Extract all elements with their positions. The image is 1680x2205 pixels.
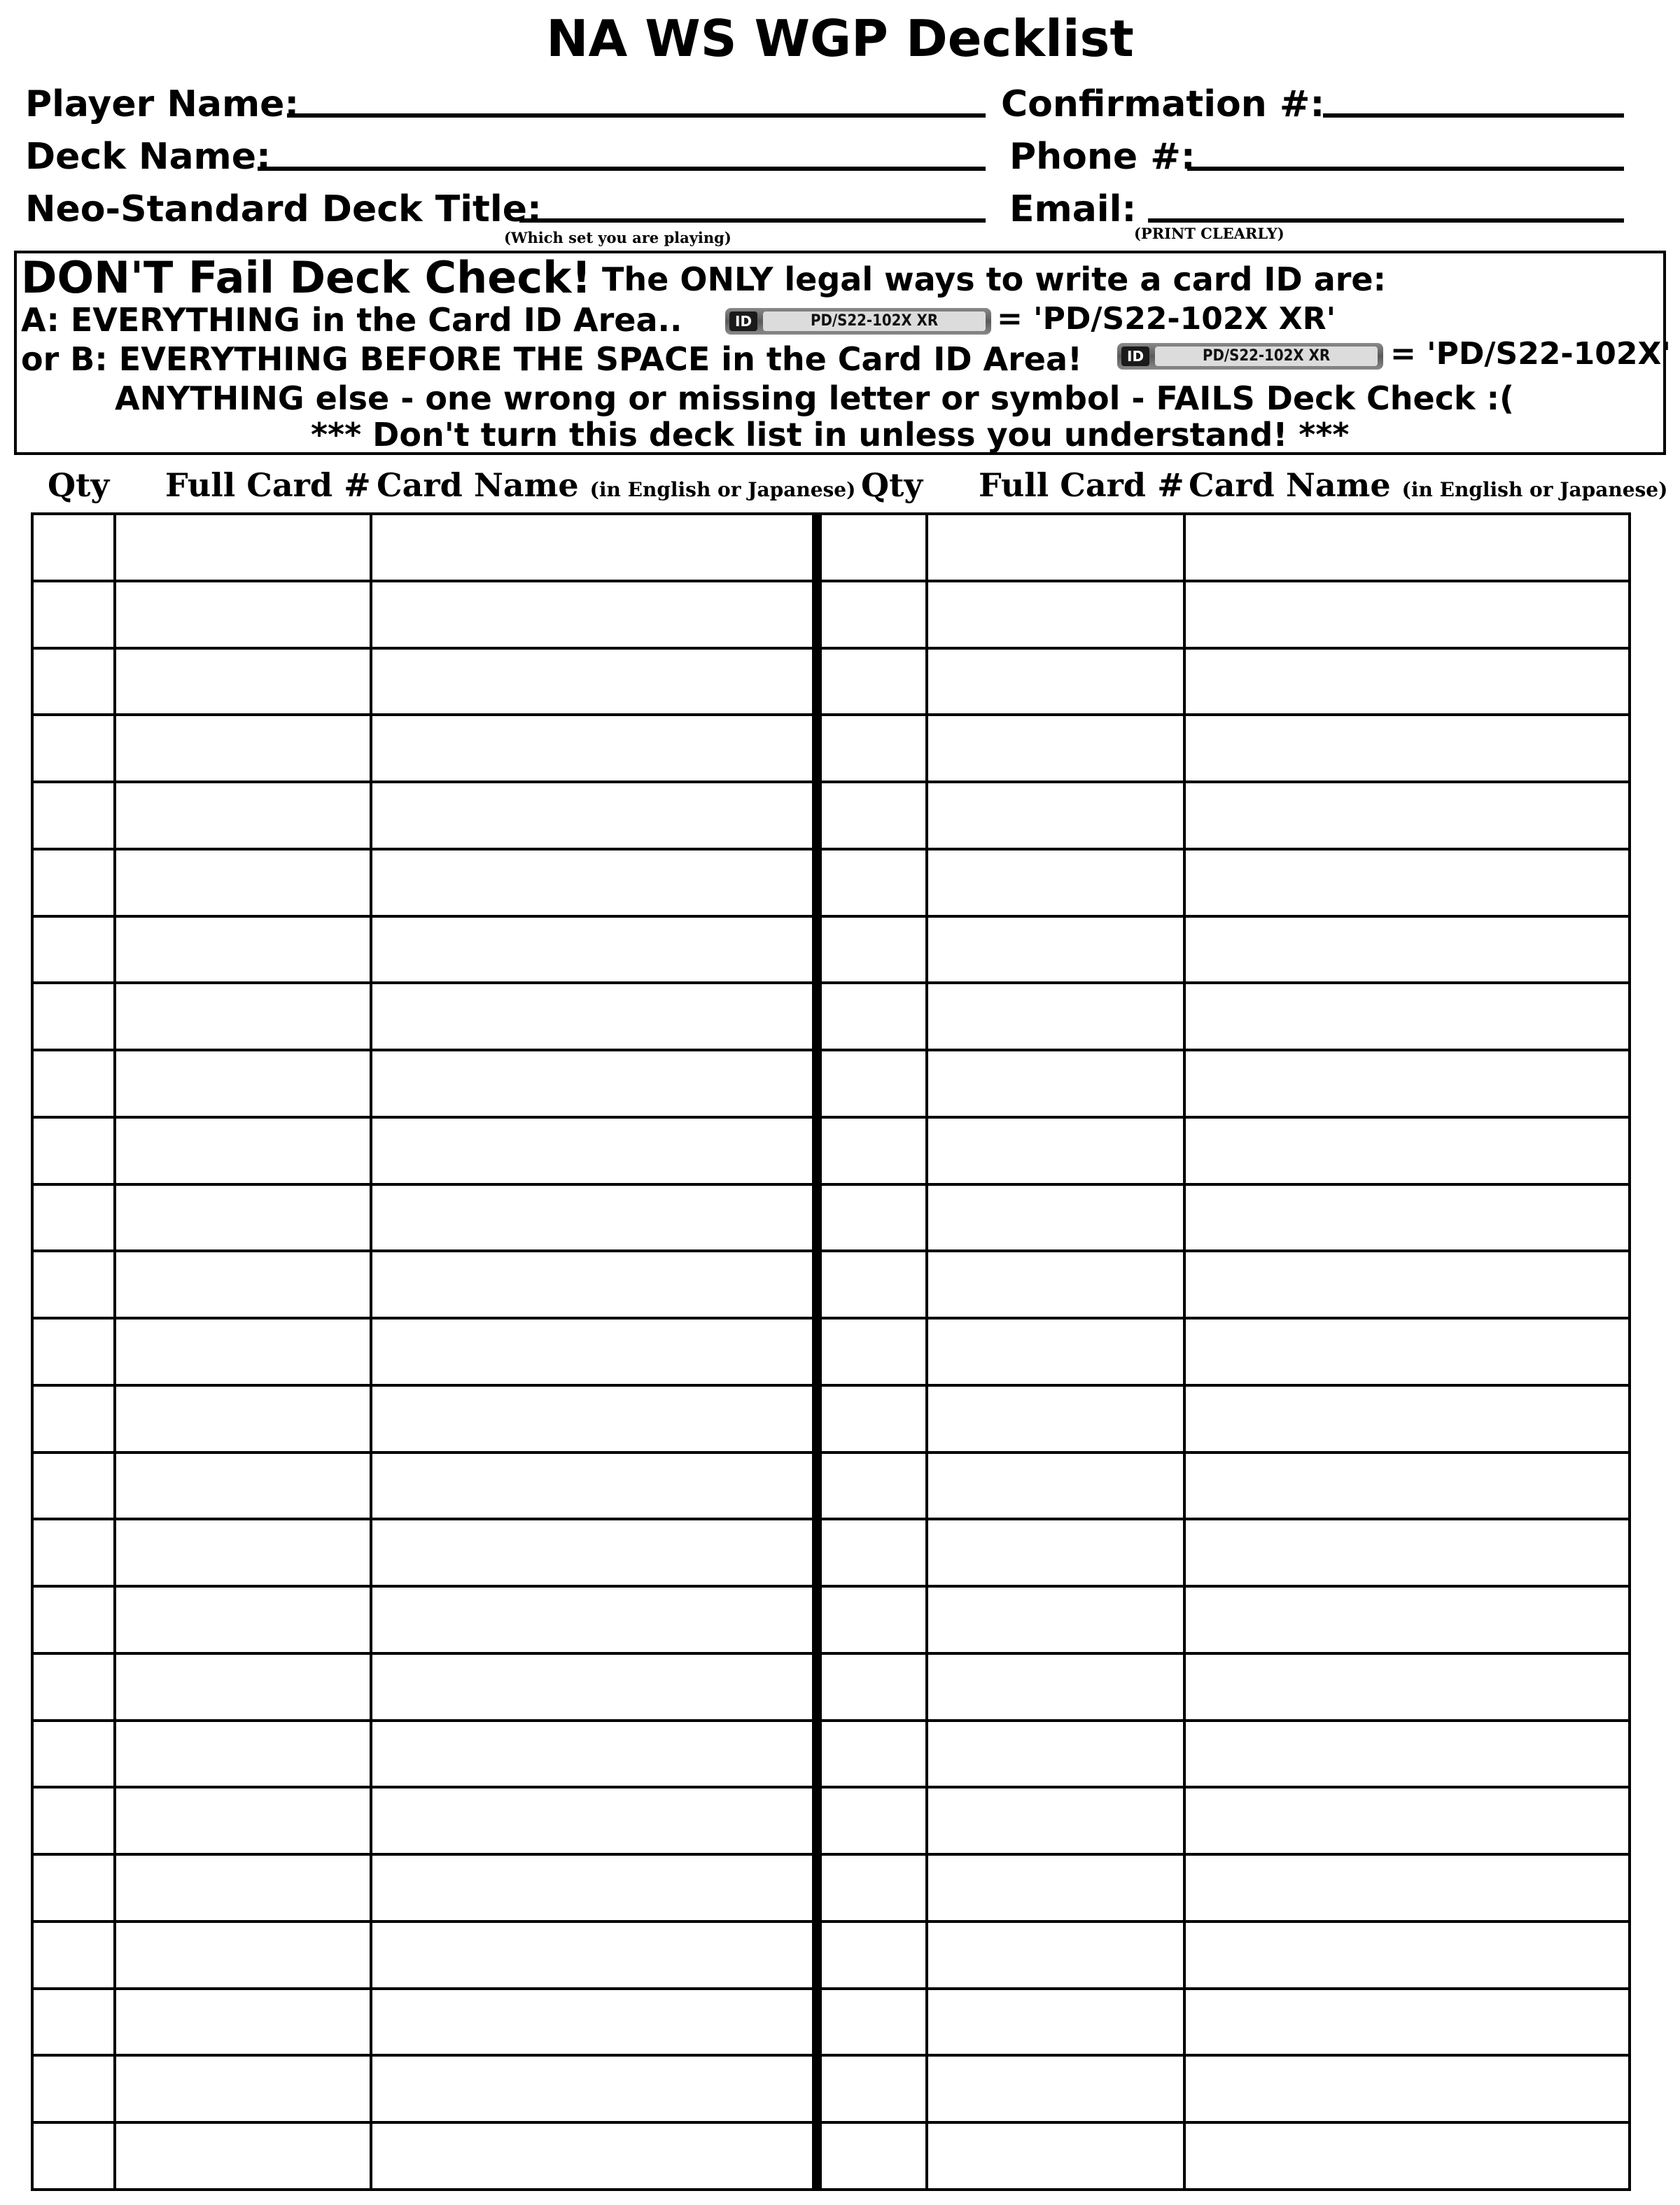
right-qty-cell[interactable] <box>825 716 925 780</box>
left-qty-cell[interactable] <box>34 918 113 982</box>
right-qty-cell[interactable] <box>825 1320 925 1384</box>
left-card-name-cell[interactable] <box>372 1520 812 1585</box>
left-card-name-cell[interactable] <box>372 1923 812 1987</box>
card-id-example-a <box>725 308 991 335</box>
col-card-name-right <box>1189 465 1667 510</box>
col-qty-left: Qty <box>48 466 110 504</box>
neo-standard-title-field[interactable] <box>519 218 986 223</box>
right-full-card-cell[interactable] <box>928 918 1183 982</box>
right-full-card-cell[interactable] <box>928 1788 1183 1853</box>
confirmation-field[interactable] <box>1323 113 1624 118</box>
center-divider <box>812 512 822 2191</box>
left-full-card-cell[interactable] <box>116 850 370 915</box>
left-full-card-cell[interactable] <box>116 1320 370 1384</box>
left-card-name-cell[interactable] <box>372 1856 812 1920</box>
decklist-table <box>31 512 1631 2191</box>
right-card-name-cell[interactable] <box>1186 783 1628 848</box>
right-full-card-cell[interactable] <box>928 1454 1183 1518</box>
right-card-name-cell[interactable] <box>1186 1320 1628 1384</box>
left-full-card-cell[interactable] <box>116 1387 370 1451</box>
right-full-card-cell[interactable] <box>928 1588 1183 1652</box>
left-qty-cell[interactable] <box>34 582 113 647</box>
right-card-name-cell[interactable] <box>1186 1990 1628 2054</box>
right-card-name-cell[interactable] <box>1186 850 1628 915</box>
right-qty-cell[interactable] <box>825 582 925 647</box>
left-qty-cell[interactable] <box>34 1990 113 2054</box>
player-name-label: Player Name: <box>25 83 300 125</box>
left-card-name-cell[interactable] <box>372 1655 812 1719</box>
left-full-card-cell[interactable] <box>116 1520 370 1585</box>
left-card-name-cell[interactable] <box>372 984 812 1049</box>
left-full-card-cell[interactable] <box>116 918 370 982</box>
left-card-name-cell[interactable] <box>372 1788 812 1853</box>
right-full-card-cell[interactable] <box>928 1923 1183 1987</box>
left-card-name-cell[interactable] <box>372 1454 812 1518</box>
right-full-card-cell[interactable] <box>928 2057 1183 2121</box>
col-card-name-note: (in English or Japanese) <box>589 478 856 501</box>
left-card-name-cell[interactable] <box>372 1990 812 2054</box>
deck-check-notice <box>14 251 1671 455</box>
notice-option-a-result: = 'PD/S22-102X XR' <box>997 301 1336 337</box>
left-qty-cell[interactable] <box>34 1588 113 1652</box>
right-qty-cell[interactable] <box>825 783 925 848</box>
right-card-name-cell[interactable] <box>1186 582 1628 647</box>
left-card-name-cell[interactable] <box>372 1588 812 1652</box>
row-divider <box>31 2188 1631 2191</box>
left-full-card-cell[interactable] <box>116 716 370 780</box>
right-qty-cell[interactable] <box>825 1387 925 1451</box>
left-qty-cell[interactable] <box>34 2124 113 2188</box>
right-qty-cell[interactable] <box>825 1722 925 1786</box>
right-full-card-cell[interactable] <box>928 716 1183 780</box>
right-full-card-cell[interactable] <box>928 783 1183 848</box>
right-card-name-cell[interactable] <box>1186 1722 1628 1786</box>
left-qty-cell[interactable] <box>34 1051 113 1116</box>
right-card-name-cell[interactable] <box>1186 1788 1628 1853</box>
right-full-card-cell[interactable] <box>928 582 1183 647</box>
right-card-name-cell[interactable] <box>1186 918 1628 982</box>
right-card-name-cell[interactable] <box>1186 1186 1628 1250</box>
right-full-card-cell[interactable] <box>928 1990 1183 2054</box>
right-card-name-cell[interactable] <box>1186 716 1628 780</box>
left-full-card-cell[interactable] <box>116 1856 370 1920</box>
col-card-name-text: Card Name <box>1189 466 1391 504</box>
right-qty-cell[interactable] <box>825 1051 925 1116</box>
confirmation-label: Confirmation #: <box>1001 83 1325 125</box>
left-card-name-cell[interactable] <box>372 515 812 580</box>
right-full-card-cell[interactable] <box>928 1119 1183 1183</box>
right-qty-cell[interactable] <box>825 1186 925 1250</box>
left-card-name-cell[interactable] <box>372 1722 812 1786</box>
id-code-sample: PD/S22-102X XR <box>1155 346 1378 366</box>
left-qty-cell[interactable] <box>34 1320 113 1384</box>
id-tag-icon: ID <box>1121 346 1149 366</box>
notice-warning: ANYTHING else - one wrong or missing letter or symbol - FAILS Deck Check :( <box>115 379 1515 417</box>
left-qty-cell[interactable] <box>34 850 113 915</box>
right-card-name-cell[interactable] <box>1186 650 1628 714</box>
player-name-field[interactable] <box>287 113 986 118</box>
left-full-card-cell[interactable] <box>116 582 370 647</box>
left-card-name-cell[interactable] <box>372 1186 812 1250</box>
neo-standard-note: (Which set you are playing) <box>504 229 732 246</box>
left-full-card-cell[interactable] <box>116 2057 370 2121</box>
right-full-card-cell[interactable] <box>928 1051 1183 1116</box>
left-full-card-cell[interactable] <box>116 1454 370 1518</box>
notice-option-b: or B: EVERYTHING BEFORE THE SPACE in the Card ID Area! <box>21 340 1083 378</box>
notice-intro: The ONLY legal ways to write a card ID are: <box>602 260 1387 298</box>
right-qty-cell[interactable] <box>825 1119 925 1183</box>
right-qty-cell[interactable] <box>825 1655 925 1719</box>
left-card-name-cell[interactable] <box>372 1119 812 1183</box>
right-qty-cell[interactable] <box>825 650 925 714</box>
left-card-name-cell[interactable] <box>372 2124 812 2188</box>
left-card-name-cell[interactable] <box>372 582 812 647</box>
right-full-card-cell[interactable] <box>928 1387 1183 1451</box>
right-full-card-cell[interactable] <box>928 1520 1183 1585</box>
left-full-card-cell[interactable] <box>116 1923 370 1987</box>
left-full-card-cell[interactable] <box>116 1588 370 1652</box>
email-label: Email: <box>1009 188 1137 230</box>
left-card-name-cell[interactable] <box>372 1320 812 1384</box>
right-card-name-cell[interactable] <box>1186 1588 1628 1652</box>
left-card-name-cell[interactable] <box>372 2057 812 2121</box>
id-tag-icon: ID <box>729 312 757 331</box>
right-card-name-cell[interactable] <box>1186 1454 1628 1518</box>
right-qty-cell[interactable] <box>825 1520 925 1585</box>
left-full-card-cell[interactable] <box>116 1252 370 1317</box>
left-card-name-cell[interactable] <box>372 716 812 780</box>
left-qty-cell[interactable] <box>34 1454 113 1518</box>
left-full-card-cell[interactable] <box>116 650 370 714</box>
column-divider <box>1628 512 1631 2191</box>
left-qty-cell[interactable] <box>34 2057 113 2121</box>
id-code-sample: PD/S22-102X XR <box>763 312 986 331</box>
right-qty-cell[interactable] <box>825 1923 925 1987</box>
deck-name-label: Deck Name: <box>25 136 271 178</box>
right-full-card-cell[interactable] <box>928 650 1183 714</box>
left-qty-cell[interactable] <box>34 1856 113 1920</box>
left-card-name-cell[interactable] <box>372 918 812 982</box>
right-full-card-cell[interactable] <box>928 2124 1183 2188</box>
left-full-card-cell[interactable] <box>116 783 370 848</box>
right-card-name-cell[interactable] <box>1186 984 1628 1049</box>
left-full-card-cell[interactable] <box>116 1051 370 1116</box>
left-card-name-cell[interactable] <box>372 1051 812 1116</box>
col-qty-right: Qty <box>861 466 923 504</box>
right-full-card-cell[interactable] <box>928 1722 1183 1786</box>
right-full-card-cell[interactable] <box>928 1186 1183 1250</box>
left-qty-cell[interactable] <box>34 716 113 780</box>
col-card-name-note: (in English or Japanese) <box>1401 478 1668 501</box>
left-qty-cell[interactable] <box>34 783 113 848</box>
right-card-name-cell[interactable] <box>1186 1856 1628 1920</box>
right-qty-cell[interactable] <box>825 1990 925 2054</box>
left-qty-cell[interactable] <box>34 1788 113 1853</box>
left-qty-cell[interactable] <box>34 650 113 714</box>
left-full-card-cell[interactable] <box>116 1186 370 1250</box>
left-full-card-cell[interactable] <box>116 984 370 1049</box>
left-card-name-cell[interactable] <box>372 1252 812 1317</box>
right-card-name-cell[interactable] <box>1186 1051 1628 1116</box>
right-full-card-cell[interactable] <box>928 984 1183 1049</box>
right-qty-cell[interactable] <box>825 1588 925 1652</box>
right-qty-cell[interactable] <box>825 1252 925 1317</box>
left-qty-cell[interactable] <box>34 1722 113 1786</box>
left-card-name-cell[interactable] <box>372 850 812 915</box>
left-qty-cell[interactable] <box>34 984 113 1049</box>
left-card-name-cell[interactable] <box>372 1387 812 1451</box>
right-full-card-cell[interactable] <box>928 1856 1183 1920</box>
deck-name-field[interactable] <box>258 167 986 171</box>
left-qty-cell[interactable] <box>34 1520 113 1585</box>
right-qty-cell[interactable] <box>825 2124 925 2188</box>
left-full-card-cell[interactable] <box>116 1655 370 1719</box>
right-qty-cell[interactable] <box>825 1454 925 1518</box>
notice-headline: DON'T Fail Deck Check! <box>21 252 592 303</box>
col-card-name-text: Card Name <box>377 466 579 504</box>
left-qty-cell[interactable] <box>34 515 113 580</box>
right-full-card-cell[interactable] <box>928 850 1183 915</box>
left-qty-cell[interactable] <box>34 1252 113 1317</box>
right-card-name-cell[interactable] <box>1186 2124 1628 2188</box>
left-qty-cell[interactable] <box>34 1923 113 1987</box>
right-qty-cell[interactable] <box>825 2057 925 2121</box>
page-title: NA WS WGP Decklist <box>546 9 1134 68</box>
right-full-card-cell[interactable] <box>928 1252 1183 1317</box>
left-full-card-cell[interactable] <box>116 515 370 580</box>
left-full-card-cell[interactable] <box>116 1990 370 2054</box>
notice-option-b-result: = 'PD/S22-102X' <box>1390 336 1671 372</box>
left-qty-cell[interactable] <box>34 1655 113 1719</box>
notice-option-a: A: EVERYTHING in the Card ID Area.. <box>21 301 682 339</box>
right-card-name-cell[interactable] <box>1186 1520 1628 1585</box>
left-qty-cell[interactable] <box>34 1387 113 1451</box>
left-full-card-cell[interactable] <box>116 1119 370 1183</box>
left-full-card-cell[interactable] <box>116 1788 370 1853</box>
left-card-name-cell[interactable] <box>372 650 812 714</box>
right-qty-cell[interactable] <box>825 984 925 1049</box>
neo-standard-title-label: Neo-Standard Deck Title: <box>25 188 542 230</box>
right-qty-cell[interactable] <box>825 515 925 580</box>
left-full-card-cell[interactable] <box>116 1722 370 1786</box>
left-full-card-cell[interactable] <box>116 2124 370 2188</box>
right-full-card-cell[interactable] <box>928 1320 1183 1384</box>
right-qty-cell[interactable] <box>825 1788 925 1853</box>
right-full-card-cell[interactable] <box>928 515 1183 580</box>
notice-footer: *** Don't turn this deck list in unless you understand! *** <box>311 416 1350 454</box>
right-qty-cell[interactable] <box>825 918 925 982</box>
right-card-name-cell[interactable] <box>1186 1252 1628 1317</box>
col-full-card-left: Full Card # <box>165 466 371 504</box>
right-card-name-cell[interactable] <box>1186 1923 1628 1987</box>
left-qty-cell[interactable] <box>34 1119 113 1183</box>
email-field[interactable] <box>1148 218 1624 223</box>
right-qty-cell[interactable] <box>825 1856 925 1920</box>
phone-label: Phone #: <box>1009 136 1196 178</box>
left-qty-cell[interactable] <box>34 1186 113 1250</box>
col-card-name-left <box>377 465 855 510</box>
right-card-name-cell[interactable] <box>1186 1655 1628 1719</box>
right-card-name-cell[interactable] <box>1186 1387 1628 1451</box>
phone-field[interactable] <box>1187 167 1624 171</box>
card-id-example-b <box>1117 343 1383 370</box>
right-full-card-cell[interactable] <box>928 1655 1183 1719</box>
email-note: (PRINT CLEARLY) <box>1134 225 1284 242</box>
right-card-name-cell[interactable] <box>1186 2057 1628 2121</box>
left-card-name-cell[interactable] <box>372 783 812 848</box>
right-qty-cell[interactable] <box>825 850 925 915</box>
right-card-name-cell[interactable] <box>1186 1119 1628 1183</box>
col-full-card-right: Full Card # <box>979 466 1184 504</box>
right-card-name-cell[interactable] <box>1186 515 1628 580</box>
